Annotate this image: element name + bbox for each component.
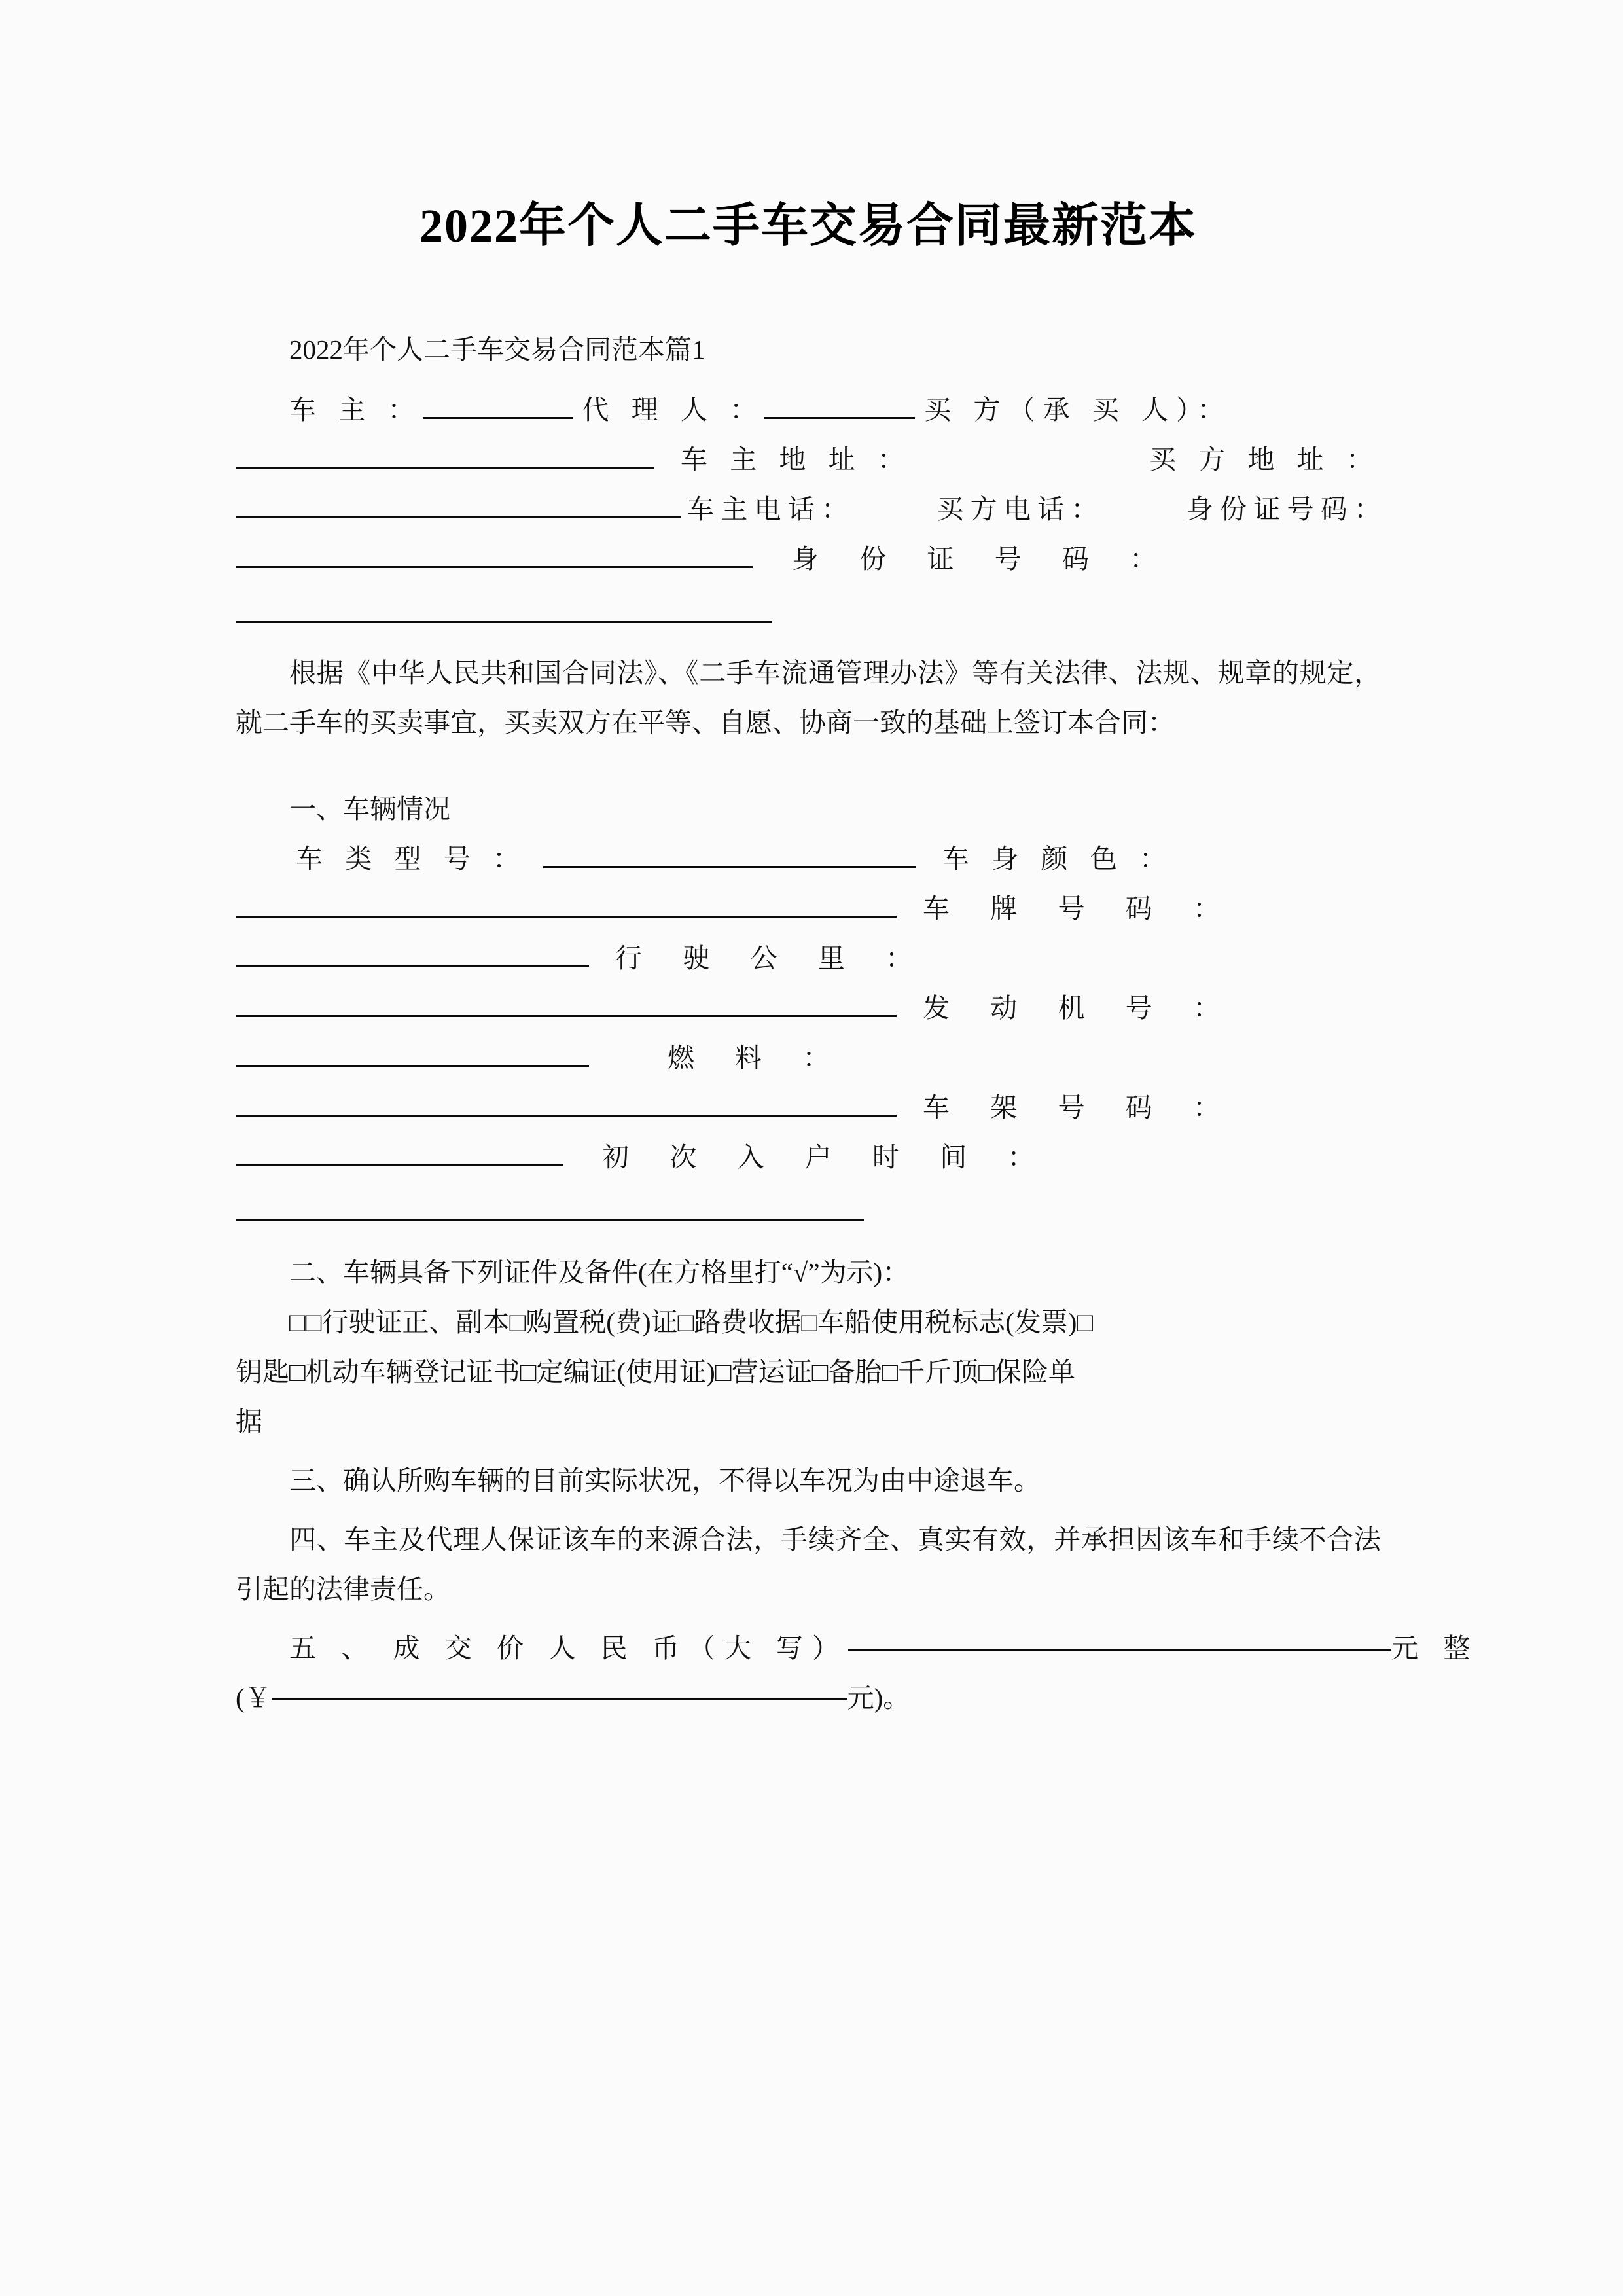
vehicle-first-registration-blank[interactable]: [236, 1219, 864, 1221]
page-title: 2022年个人二手车交易合同最新范本: [419, 200, 1197, 252]
vehicle-first-registration-label: 初 次 入 户 时 间 ：: [602, 1142, 1052, 1172]
vehicle-engine-blank[interactable]: [236, 1065, 589, 1067]
parties-row-owner-agent-buyer: [236, 385, 1381, 435]
parties-row-phones: [236, 484, 1381, 534]
agent-name-blank[interactable]: [764, 417, 915, 419]
vehicle-mileage-label: 行 驶 公 里 ：: [615, 943, 929, 973]
vehicle-engine-label: 发 动 机 号 ：: [923, 993, 1237, 1023]
vehicle-model-label: 车 类 型 号 ：: [296, 844, 527, 874]
parties-row-id: [236, 534, 1381, 584]
section-4-paragraph: 四、车主及代理人保证该车的来源合法，手续齐全、真实有效，并承担因该车和手续不合法引起的法律责任。: [236, 1524, 1381, 1604]
section-2-items-line-3: 据: [236, 1407, 262, 1437]
section-5-price-line: [289, 1623, 1480, 1673]
vehicle-mileage-blank[interactable]: [236, 1015, 897, 1017]
buyer-address-blank[interactable]: [236, 566, 753, 568]
price-in-words-blank[interactable]: [848, 1649, 1391, 1651]
owner-address-blank[interactable]: [236, 516, 681, 518]
owner-phone-label: 车 主 电 话 ：: [687, 494, 848, 524]
section-3-paragraph: 三、确认所购车辆的目前实际状况，不得以车况为由中途退车。: [289, 1465, 1041, 1496]
vehicle-vin-label: 车 架 号 码 ：: [923, 1092, 1237, 1122]
vehicle-row-fuel: [236, 1033, 1381, 1083]
vehicle-row-engine: [236, 983, 1381, 1033]
id-number-blank-row: [236, 584, 1381, 634]
vehicle-vin-blank[interactable]: [236, 1164, 563, 1166]
document-subtitle: 2022年个人二手车交易合同范本篇1: [289, 334, 705, 365]
section-2-heading: 二、车辆具备下列证件及备件(在方格里打“√”为示)：: [289, 1257, 910, 1287]
vehicle-row-plate: [236, 884, 1381, 933]
vehicle-color-label: 车 身 颜 色 ：: [942, 844, 1174, 874]
vehicle-row-mileage: [236, 933, 1381, 983]
buyer-address-label: 买 方 地 址 ：: [1149, 444, 1381, 475]
agent-label: 代 理 人 ：: [582, 395, 765, 425]
id-number-label-2: 身 份 证 号 码 ：: [792, 544, 1174, 574]
section-1-heading: 一、车辆情况: [289, 794, 450, 824]
owner-name-blank[interactable]: [423, 417, 573, 419]
buyer-phone-label: 买 方 电 话 ：: [936, 494, 1098, 524]
vehicle-plate-label: 车 牌 号 码 ：: [923, 893, 1237, 924]
section-2-items-line-2: 钥匙□机动车辆登记证书□定编证(使用证)□营运证□备胎□千斤顶□保险单: [236, 1357, 1075, 1387]
buyer-label: 买 方（承 买 人）：: [924, 395, 1232, 425]
parties-row-addresses: [236, 435, 1381, 484]
section-5-amount-line: [236, 1673, 1381, 1723]
vehicle-row-first-registration: [236, 1132, 1381, 1182]
price-in-digits-blank[interactable]: [272, 1698, 847, 1700]
section-5-prefix: 五 、 成 交 价 人 民 币（大 写）: [289, 1633, 848, 1663]
amount-open-paren: (￥: [236, 1683, 272, 1713]
owner-address-label: 车 主 地 址 ：: [681, 444, 912, 475]
preamble-paragraph: 根据《中华人民共和国合同法》、《二手车流通管理办法》等有关法律、法规、规章的规定，就二手车的买卖事宜，买卖双方在平等、自愿、协商一致的基础上签订本合同：: [236, 658, 1381, 738]
amount-close-paren: 元)。: [847, 1683, 910, 1713]
vehicle-model-blank[interactable]: [543, 866, 916, 868]
vehicle-row-vin: [236, 1083, 1381, 1132]
vehicle-fuel-blank[interactable]: [236, 1115, 897, 1117]
vehicle-row-model-color: [236, 834, 1381, 884]
section-5-unit-suffix: 元 整: [1391, 1633, 1480, 1663]
buyer-name-blank[interactable]: [236, 467, 654, 469]
vehicle-plate-blank[interactable]: [236, 965, 589, 967]
vehicle-fuel-label: 燃 料 ：: [668, 1043, 847, 1073]
owner-label: 车 主 ：: [289, 395, 423, 425]
document-content: [236, 0, 1480, 1723]
section-2-items-line-1: □□行驶证正、副本□购置税(费)证□路费收据□车船使用税标志(发票)□: [289, 1307, 1094, 1337]
vehicle-color-blank[interactable]: [236, 916, 897, 918]
id-number-label-1: 身 份 证 号 码 ：: [1186, 494, 1381, 524]
first-registration-blank-row: [236, 1182, 1381, 1232]
id-number-blank[interactable]: [236, 621, 772, 623]
